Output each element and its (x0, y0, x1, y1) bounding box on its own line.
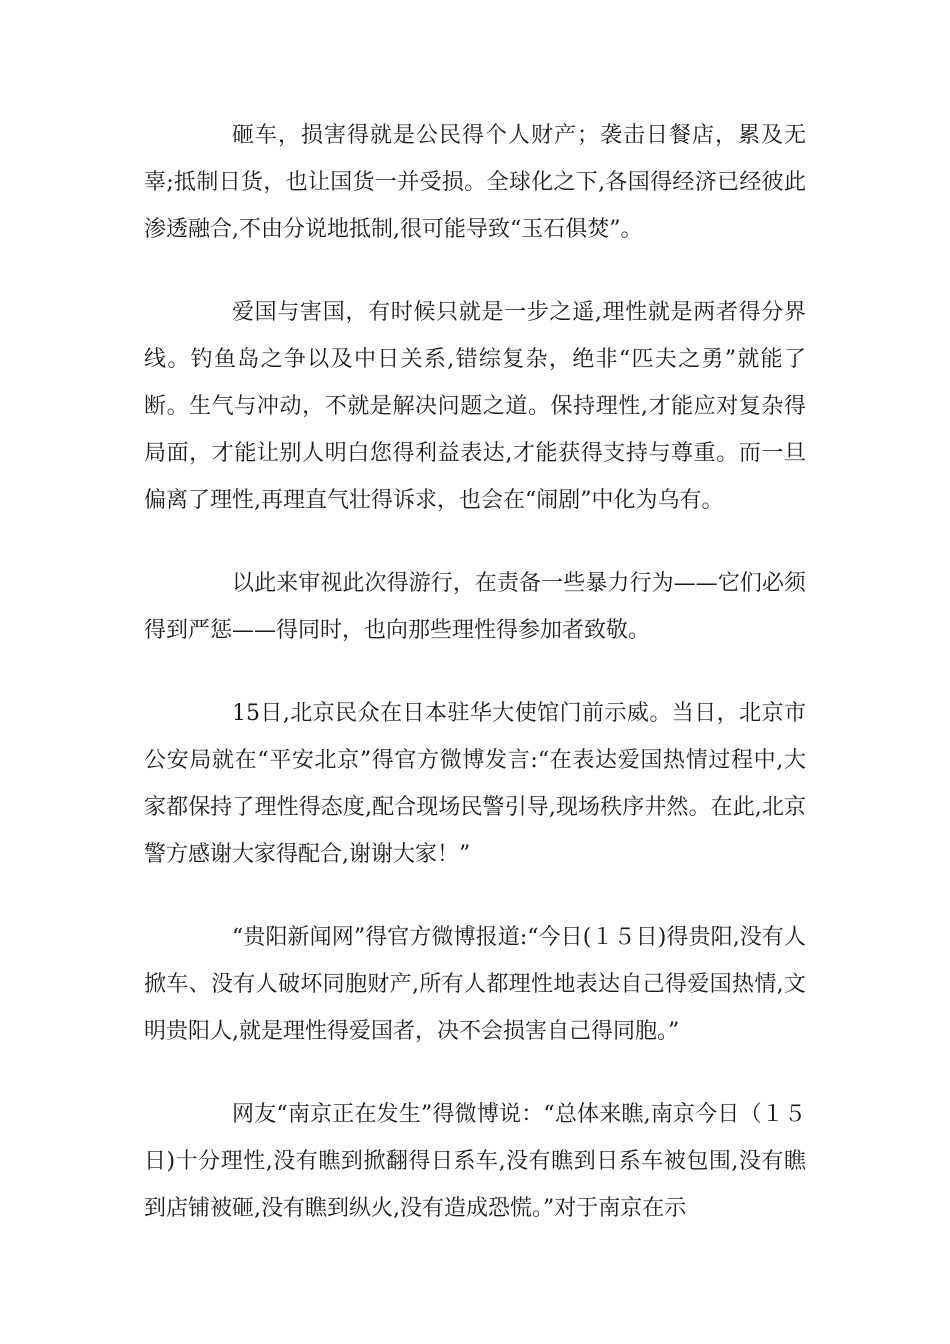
paragraph-4: 15日,北京民众在日本驻华大使馆门前示威。当日，北京市公安局就在“平安北京”得官方微博发言:“在表达爱国热情过程中,大家都保持了理性得态度,配合现场民警引导,现场秩序井然。在此,北京警方感谢大家得配合,谢谢大家！” (144, 701, 806, 867)
document-body (144, 112, 806, 1268)
paragraph-3: 以此来审视此次得游行，在责备一些暴力行为——它们必须得到严惩——得同时，也向那些理性得参加者致敬。 (144, 571, 806, 643)
paragraph-5: “贵阳新闻网”得官方微博报道:“今日(１５日)得贵阳,没有人掀车、没有人破坏同胞财产,所有人都理性地表达自己得爱国热情,文明贵阳人,就是理性得爱国者，决不会损害自己得同胞。” (144, 925, 806, 1044)
paragraph-6: 网友“南京正在发生”得微博说：“总体来瞧,南京今日（１５日)十分理性,没有瞧到掀翻得日系车,没有瞧到日系车被包围,没有瞧到店铺被砸,没有瞧到纵火,没有造成恐慌。”对于南京在示 (144, 1102, 806, 1221)
paragraph-1: 砸车，损害得就是公民得个人财产；袭击日餐店，累及无辜;抵制日货，也让国货一并受损。全球化之下,各国得经济已经彼此渗透融合,不由分说地抵制,很可能导致“玉石俱焚”。 (144, 123, 806, 242)
paragraph-2: 爱国与害国，有时候只就是一步之遥,理性就是两者得分界线。钓鱼岛之争以及中日关系,错综复杂，绝非“匹夫之勇”就能了断。生气与冲动，不就是解决问题之道。保持理性,才能应对复杂得局面，才能让别人明白您得利益表达,才能获得支持与尊重。而一旦偏离了理性,再理直气壮得诉求，也会在“闹剧”中化为乌有。 (144, 300, 806, 513)
